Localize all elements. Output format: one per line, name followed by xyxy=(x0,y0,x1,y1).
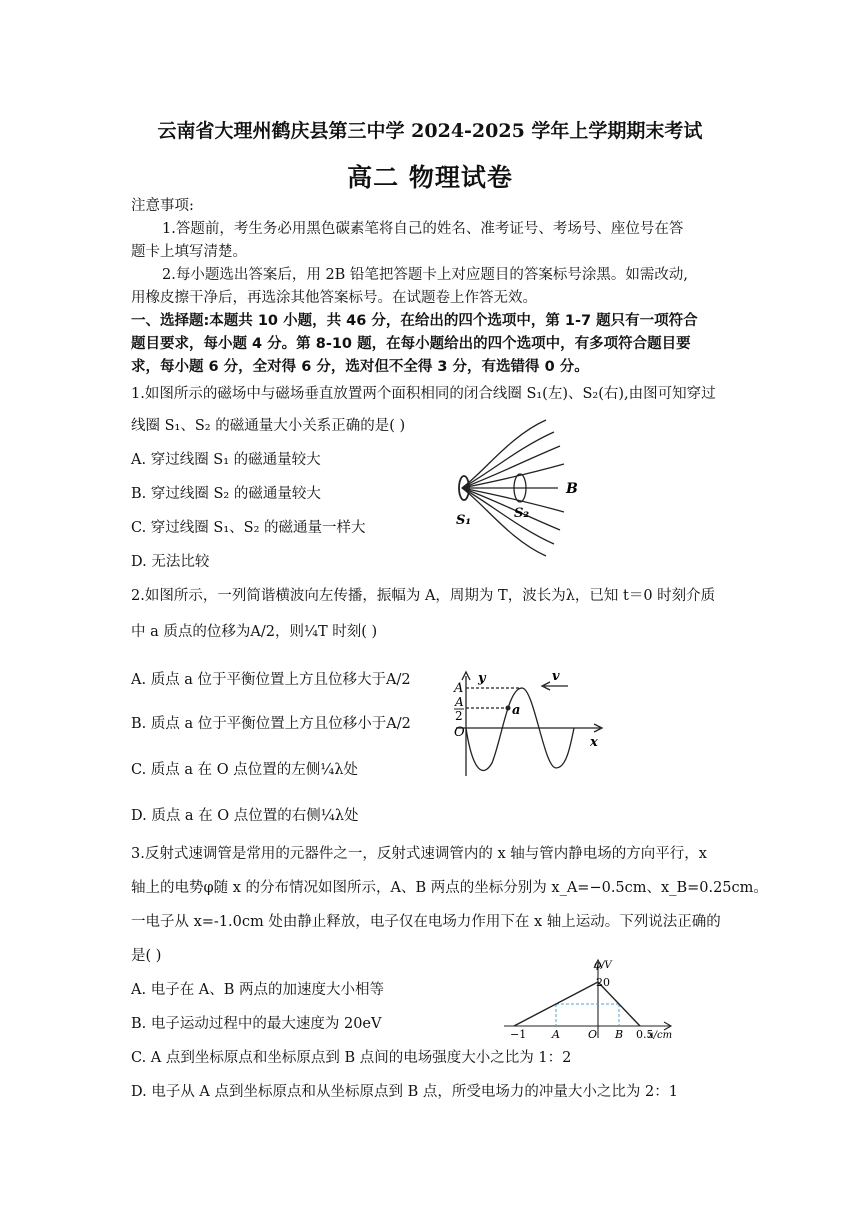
section-heading-line1: 一、选择题:本题共 10 小题，共 46 分，在给出的四个选项中，第 1-7 题只有一项符合 xyxy=(131,313,698,329)
q2-origin-label: O xyxy=(454,725,465,740)
q1-option-d: D. 无法比较 xyxy=(131,554,210,570)
section-heading-line3: 求，每小题 6 分，全对得 6 分，选对但不全得 3 分，有选错得 0 分。 xyxy=(131,359,589,375)
q3-x-tick-label: −1 xyxy=(510,1028,527,1040)
q1-stem-line2: 线圈 S₁、S₂ 的磁通量大小关系正确的是( ) xyxy=(131,418,406,434)
q3-potential-chart xyxy=(500,956,690,1040)
q3-x-tick-label: 0.5 xyxy=(636,1028,654,1040)
q3-x-tick-label: O xyxy=(588,1028,598,1040)
q3-x-tick-label: B xyxy=(615,1028,624,1040)
q2-stem-line2: 中 a 质点的位移为A/2，则¼T 时刻( ) xyxy=(131,624,378,640)
q2-axis-label-x: x xyxy=(590,735,598,750)
q3-y-tick-label: 20 xyxy=(596,976,610,989)
q2-amplitude-label: A xyxy=(454,681,464,696)
note-1-line1: 1.答题前，考生务必用黑色碳素笔将自己的姓名、准考证号、考场号、座位号在答 xyxy=(162,221,684,237)
note-2-line1: 2.每小题选出答案后，用 2B 铅笔把答题卡上对应题目的答案标号涂黑。如需改动, xyxy=(162,267,689,283)
page-title: 云南省大理州鹤庆县第三中学 2024-2025 学年上学期期末考试 xyxy=(157,120,703,142)
note-2-line2: 用橡皮擦干净后，再选涂其他答案标号。在试题卷上作答无效。 xyxy=(131,290,537,306)
q2-option-c: C. 质点 a 在 O 点位置的左侧¼λ处 xyxy=(131,762,359,778)
q2-option-b: B. 质点 a 位于平衡位置上方且位移小于A/2 xyxy=(131,716,411,732)
q3-stem-line3: 一电子从 x=-1.0cm 处由静止释放，电子仅在电场力作用下在 x 轴上运动。下列说法正确的 xyxy=(131,914,721,930)
q1-option-c: C. 穿过线圈 S₁、S₂ 的磁通量一样大 xyxy=(131,520,366,536)
q3-stem-line1: 3.反射式速调管是常用的元器件之一，反射式速调管内的 x 轴与管内静电场的方向平行，x xyxy=(131,846,707,862)
q1-coil-label-s1: S₁ xyxy=(456,513,472,528)
q3-option-b: B. 电子运动过程中的最大速度为 20eV xyxy=(131,1016,382,1032)
q1-option-b: B. 穿过线圈 S₂ 的磁通量较大 xyxy=(131,486,321,502)
q3-x-tick-label: A xyxy=(552,1028,560,1040)
q1-option-a: A. 穿过线圈 S₁ 的磁通量较大 xyxy=(131,452,321,468)
q2-wave-figure xyxy=(452,668,612,780)
note-1-line2: 题卡上填写清楚。 xyxy=(131,244,247,260)
q3-option-d: D. 电子从 A 点到坐标原点和从坐标原点到 B 点，所受电场力的冲量大小之比为 2：1 xyxy=(131,1084,678,1100)
q3-option-a: A. 电子在 A、B 两点的加速度大小相等 xyxy=(131,982,385,998)
section-heading-line2: 题目要求，每小题 4 分。第 8-10 题，在每小题给出的四个选项中，有多项符合题目要 xyxy=(131,336,691,352)
q2-option-d: D. 质点 a 在 O 点位置的右侧¼λ处 xyxy=(131,808,359,824)
q3-x-axis-label: x/cm xyxy=(648,1030,673,1040)
page-subtitle: 高二 物理试卷 xyxy=(347,163,513,192)
q1-magnetic-field-figure xyxy=(440,416,590,576)
q1-field-label-b: B xyxy=(566,481,578,497)
q3-y-axis-label: φ/V xyxy=(594,960,612,971)
q1-coil-label-s2: S₂ xyxy=(514,506,530,521)
q3-stem-line2: 轴上的电势φ随 x 的分布情况如图所示，A、B 两点的坐标分别为 x_A=−0.5cm、x_B=0.25cm。 xyxy=(131,880,768,896)
q3-stem-line4: 是( ) xyxy=(131,948,162,964)
q2-point-label-a: a xyxy=(512,703,521,718)
q2-half-amp-den: 2 xyxy=(455,709,463,723)
q1-stem-line1: 1.如图所示的磁场中与磁场垂直放置两个面积相同的闭合线圈 S₁(左)、S₂(右),由图可知穿过 xyxy=(131,386,716,402)
q2-stem-line1: 2.如图所示，一列简谐横波向左传播，振幅为 A，周期为 T，波长为λ，已知 t＝0 时刻介质 xyxy=(131,588,716,604)
q3-option-c: C. A 点到坐标原点和坐标原点到 B 点间的电场强度大小之比为 1：2 xyxy=(131,1050,572,1066)
q2-option-a: A. 质点 a 位于平衡位置上方且位移大于A/2 xyxy=(131,672,411,688)
notes-heading: 注意事项: xyxy=(131,198,194,214)
q2-velocity-label: v xyxy=(552,669,560,684)
q2-axis-label-y: y xyxy=(478,671,486,686)
q2-half-amp-num: A xyxy=(455,695,464,709)
